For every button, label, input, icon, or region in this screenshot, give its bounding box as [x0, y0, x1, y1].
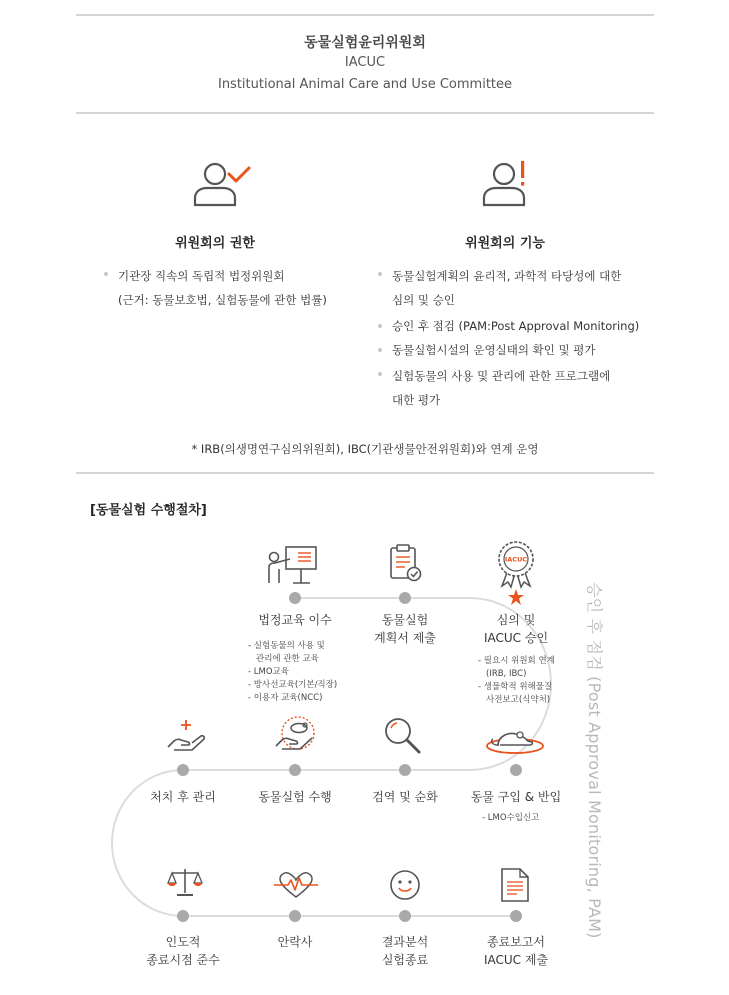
committee-abbr: IACUC	[344, 55, 386, 70]
step-purchase-details: - LMO수입신고	[482, 813, 540, 823]
functions-item: 동물실험계획의 윤리적, 과학적 타당성에 대한 심의 및 승인	[378, 264, 658, 312]
mouse-icon	[484, 724, 546, 760]
report-document-icon	[500, 867, 530, 907]
step-euthanasia-label: 안락사	[277, 935, 313, 949]
committee-title-en: Institutional Animal Care and Use Committee	[217, 77, 513, 92]
functions-title: 위원회의 기능	[465, 236, 545, 251]
functions-item: 실험동물의 사용 및 관리에 관한 프로그램에 대한 평가	[378, 364, 658, 412]
procedure-title: [동물실험 수행절차]	[90, 503, 207, 518]
hand-plus-icon	[166, 719, 206, 759]
smiley-icon	[389, 869, 421, 905]
post-approval-monitoring-label: 승인 후 점검 (Post Approval Monitoring, PAM)	[585, 582, 604, 939]
authority-title: 위원회의 권한	[175, 236, 255, 251]
step-dot-purchase	[510, 764, 522, 776]
iacuc-badge-icon	[496, 540, 536, 592]
step-dot-euthanasia	[289, 910, 301, 922]
magnifier-icon	[383, 716, 423, 760]
step-inspection-label: 검역 및 순화	[372, 790, 438, 804]
step-experiment-label: 동물실험 수행	[258, 790, 332, 804]
step-education-label: 법정교육 이수	[258, 613, 332, 627]
clipboard-check-icon	[389, 544, 425, 588]
functions-item: 승인 후 점검 (PAM:Post Approval Monitoring)	[378, 316, 658, 336]
star-icon	[508, 589, 524, 609]
step-purchase-label: 동물 구입 & 반입	[470, 790, 562, 804]
heartbeat-icon	[274, 870, 318, 904]
iacuc-badge-text: IACUC	[504, 555, 528, 564]
step-dot-inspection	[399, 764, 411, 776]
step-dot-education	[289, 592, 301, 604]
functions-item: 동물실험시설의 운영실태의 확인 및 평가	[378, 340, 658, 360]
committee-title-ko: 동물실험윤리위원회	[304, 35, 426, 51]
step-aftercare-label: 처치 후 관리	[150, 790, 216, 804]
step-dot-analysis	[399, 910, 411, 922]
authority-item: 기관장 직속의 독립적 법정위원회 (근거: 동물보호법, 실험동물에 관한 법률)	[104, 264, 354, 312]
step-approval-details: - 필요시 위원회 연계 (IRB, IBC) - 생물학적 위해물질 사전보고(식약처)	[478, 656, 555, 705]
step-dot-humane	[177, 910, 189, 922]
step-report-label: 종료보고서 IACUC 제출	[483, 935, 549, 967]
step-dot-plan	[399, 592, 411, 604]
step-dot-aftercare	[177, 764, 189, 776]
presentation-board-icon	[266, 545, 322, 589]
step-dot-report	[510, 910, 522, 922]
step-dot-experiment	[289, 764, 301, 776]
hand-mouse-icon	[274, 716, 320, 760]
step-analysis-label: 결과분석 실험종료	[381, 935, 429, 967]
linked-operation-note: * IRB(의생명연구심의위원회), IBC(기관생물안전위원회)와 연계 운영	[191, 442, 539, 456]
step-humane-label: 인도적 종료시점 준수	[146, 935, 220, 967]
scale-icon	[167, 867, 203, 901]
step-approval-label: 심의 및 IACUC 승인	[483, 613, 549, 645]
step-plan-label: 동물실험 계획서 제출	[374, 613, 436, 645]
step-education-details: - 실험동물의 사용 및 관리에 관한 교육 - LMO교육 - 방사선교육(기본/직장) - 이용자 교육(NCC)	[248, 641, 338, 703]
